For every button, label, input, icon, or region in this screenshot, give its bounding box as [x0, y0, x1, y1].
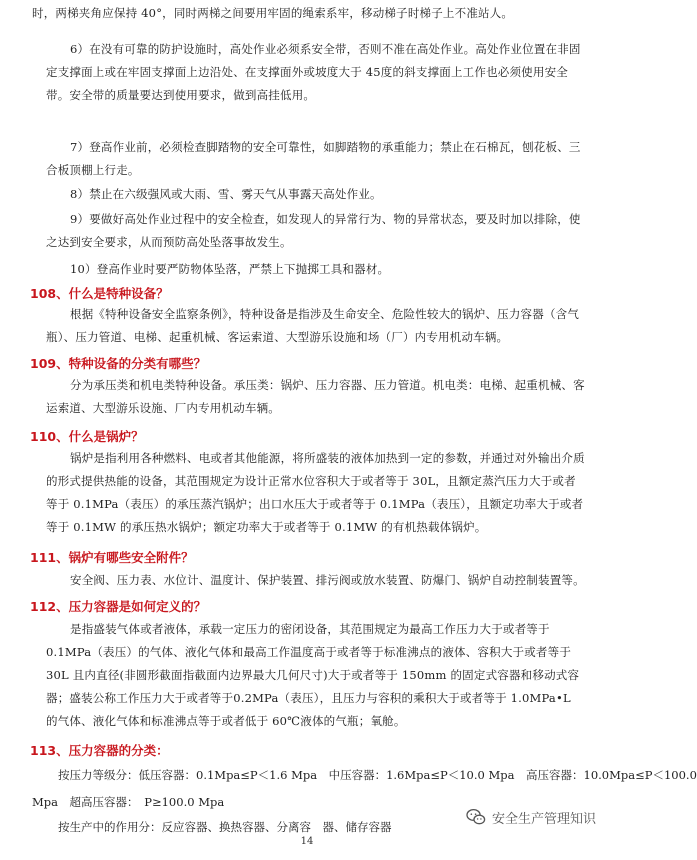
answer-q111: 安全阀、压力表、水位计、温度计、保护装置、排污阀或放水装置、防爆门、锅炉自动控制装置等。 — [70, 573, 585, 587]
paragraph-safety-belt: 6）在没有可靠的防护设施时，高处作业必须系安全带，否则不准在高处作业。高处作业位置在非固定支撑面上或在牢固支撑面上边沿处、在支撑面外或坡度大于 45度的斜支撑面上工作也必须使用安全带。安全带的质量要达到使用要求，做到高挂低用。 — [46, 42, 581, 102]
answer-q108: 根据《特种设备安全监察条例》，特种设备是指涉及生命安全、危险性较大的锅炉、压力容器（含气瓶）、压力管道、电梯、起重机械、客运索道、大型游乐设施和场（厂）内专用机动车辆。 — [46, 307, 580, 344]
answer-q109: 分为承压类和机电类特种设备。承压类：锅炉、压力容器、压力管道。机电类：电梯、起重机械、客运索道、大型游乐设施、厂内专用机动车辆。 — [46, 378, 585, 415]
watermark — [466, 806, 596, 828]
paragraph-falling-objects: 10）登高作业时要严防物体坠落，严禁上下抛掷工具和器材。 — [70, 262, 390, 276]
paragraph-ladder-angle: 时，两梯夹角应保持 40°，同时两梯之间要用牢固的绳索系牢，移动梯子时梯子上不准站人。 — [32, 6, 514, 20]
heading-q109: 109、特种设备的分类有哪些？ — [30, 356, 207, 371]
heading-q108: 108、什么是特种设备？ — [30, 286, 169, 301]
paragraph-weather: 8）禁止在六级强风或大雨、雪、雾天气从事露天高处作业。 — [70, 187, 382, 201]
answer-q112: 是指盛装气体或者液体，承载一定压力的密闭设备，其范围规定为最高工作压力大于或者等于 0.1MPa（表压）的气体、液化气体和最高工作温度高于或者等于标准沸点的液体、容积大于或者等于 30L 且内直径(非圆形截面指截面内边界最大几何尺寸)大于或者等于 150mm 的固定式容器和移动式容器；盛装公称工作压力大于或者等于0.2MPa（表压），且压力与容积的乘积大于或者等于 1.0MPa•L 的气体、液化气体和标准沸点等于或者低于 60℃液体的气瓶；氧舱。 — [46, 622, 580, 728]
pressure-level-line-2: Mpa 超高压容器： P≥100.0 Mpa — [32, 795, 225, 809]
paragraph-footing-check: 7）登高作业前，必须检查脚踏物的安全可靠性，如脚踏物的承重能力；禁止在石棉瓦，刨花板、三合板顶棚上行走。 — [46, 140, 581, 177]
heading-q110: 110、什么是锅炉？ — [30, 429, 144, 444]
pressure-level-line-1: 按压力等级分：低压容器：0.1Mpa≤P＜1.6 Mpa 中压容器：1.6Mpa≤P＜10.0 Mpa 高压容器：10.0Mpa≤P＜100.0 — [58, 768, 697, 782]
answer-q110: 锅炉是指利用各种燃料、电或者其他能源，将所盛装的液体加热到一定的参数，并通过对外输出介质的形式提供热能的设备，其范围规定为设计正常水位容积大于或者等于 30L，且额定蒸汽压力大于或者等于 0.1MPa（表压）的承压蒸汽锅炉；出口水压大于或者等于 0.1MPa（表压），且额定功率大于或者等于 0.1MW 的承压热水锅炉；额定功率大于或者等于 0.1MW 的有机热载体锅炉。 — [46, 451, 585, 534]
wechat-icon — [466, 808, 486, 826]
production-role-line: 按生产中的作用分：反应容器、换热容器、分离容 器、储存容器 — [58, 820, 392, 834]
page-number: 14 — [300, 836, 314, 847]
heading-q113: 113、压力容器的分类： — [30, 743, 169, 758]
heading-q111: 111、锅炉有哪些安全附件？ — [30, 550, 194, 565]
watermark-text: 安全生产管理知识 — [491, 811, 596, 827]
paragraph-inspection: 9）要做好高处作业过程中的安全检查，如发现人的异常行为、物的异常状态，要及时加以排除，使之达到安全要求，从而预防高处坠落事故发生。 — [46, 212, 581, 249]
heading-q112: 112、压力容器是如何定义的？ — [30, 599, 207, 614]
